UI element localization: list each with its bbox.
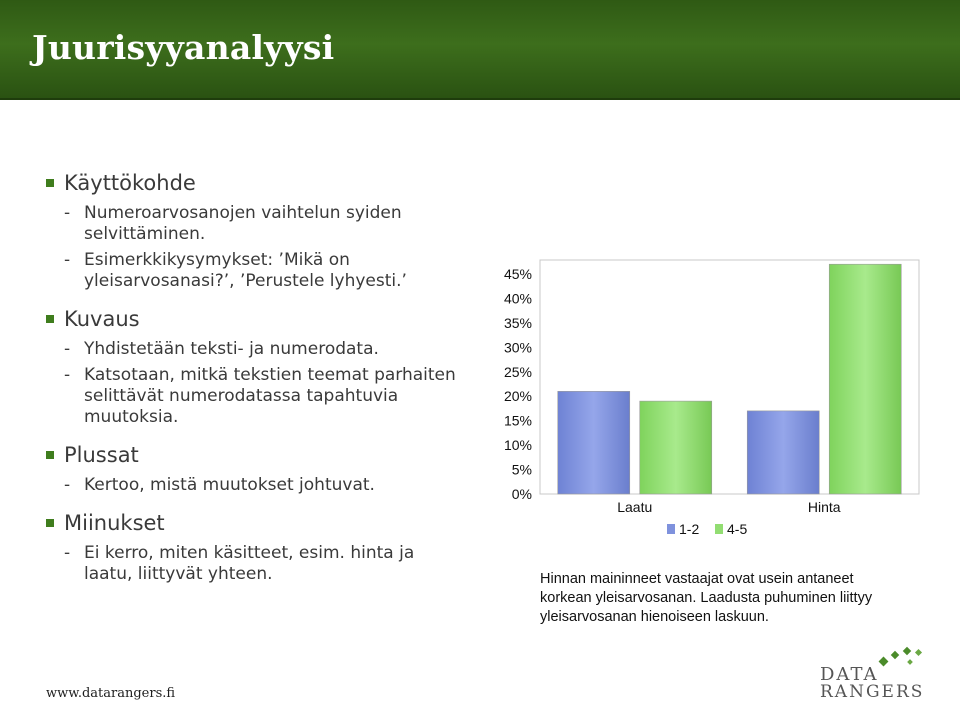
section-plussat — [46, 442, 466, 496]
square-bullet-icon — [46, 179, 54, 187]
y-tick-label: 20% — [503, 388, 532, 405]
legend-swatch — [715, 524, 723, 534]
sub-item: - Numeroarvosanojen vaihtelun syiden selvittäminen. — [64, 203, 402, 244]
chart-note: Hinnan maininneet vastaajat ovat usein antaneet korkean yleisarvosanan. Laadusta puhuminen liittyy yleisarvosanan hienoiseen laskuun. — [540, 571, 873, 625]
square-bullet-icon — [46, 315, 54, 323]
square-bullet-icon — [46, 451, 54, 459]
y-tick-label: 15% — [503, 412, 532, 429]
bullet-heading — [46, 306, 466, 332]
legend-label: 4-5 — [727, 521, 748, 537]
sub-item-text: Yhdistetään teksti- ja numerodata. — [84, 339, 379, 359]
sub-item: - Katsotaan, mitkä tekstien teemat parhaiten selittävät numerodatassa tapahtuvia muutoksia. — [64, 365, 456, 427]
bar — [747, 411, 819, 494]
bar-chart — [495, 258, 935, 558]
heading-text: Käyttökohde — [64, 171, 196, 195]
heading-text: Plussat — [64, 443, 139, 467]
sub-item: - Kertoo, mistä muutokset johtuvat. — [64, 475, 375, 495]
page-title: Juurisyyanalyysi — [32, 28, 335, 67]
company-logo — [816, 646, 936, 702]
y-tick-label: 45% — [503, 266, 532, 282]
bullet-list — [46, 170, 466, 585]
logo-text-rangers: RANGERS — [820, 682, 925, 702]
sub-item: - Ei kerro, miten käsitteet, esim. hinta ja laatu, liittyvät yhteen. — [64, 543, 415, 584]
sub-item-text: Katsotaan, mitkä tekstien teemat parhaiten selittävät numerodatassa tapahtuvia muutoksia. — [84, 365, 456, 427]
heading-text: Kuvaus — [64, 307, 140, 331]
sub-item: - Esimerkkikysymykset: ’Mikä on yleisarvosanasi?’, ’Perustele lyhyesti.’ — [64, 250, 407, 291]
sub-item-text: Kertoo, mistä muutokset johtuvat. — [84, 475, 375, 495]
section-kayttokohde — [46, 170, 466, 292]
x-tick-label: Hinta — [807, 499, 841, 515]
y-tick-label: 40% — [503, 290, 532, 307]
y-tick-label: 5% — [511, 461, 532, 478]
bar — [558, 391, 630, 494]
logo-text-data: DATA — [820, 664, 879, 685]
sub-item-text: Numeroarvosanojen vaihtelun syiden selvittäminen. — [84, 203, 402, 244]
heading-text: Miinukset — [64, 511, 165, 535]
y-tick-label: 0% — [511, 486, 532, 502]
bullet-heading — [46, 510, 466, 536]
y-tick-label: 25% — [503, 363, 532, 380]
header-bar — [0, 0, 960, 100]
bar — [829, 264, 901, 494]
x-tick-label: Laatu — [617, 499, 653, 515]
y-tick-label: 30% — [503, 339, 532, 356]
bullet-heading — [46, 170, 466, 196]
bar-chart-svg — [495, 258, 935, 558]
y-tick-label: 10% — [503, 437, 532, 454]
sub-item-text: Esimerkkikysymykset: ’Mikä on yleisarvosanasi?’, ’Perustele lyhyesti.’ — [84, 250, 407, 291]
y-tick-label: 35% — [503, 314, 532, 331]
sub-item-text: Ei kerro, miten käsitteet, esim. hinta ja laatu, liittyvät yhteen. — [84, 543, 415, 584]
bullet-heading — [46, 442, 466, 468]
footer-url: www.datarangers.fi — [46, 686, 176, 701]
section-miinukset — [46, 510, 466, 585]
bar — [640, 401, 712, 494]
legend-swatch — [667, 524, 675, 534]
section-kuvaus — [46, 306, 466, 428]
legend-label: 1-2 — [679, 521, 700, 537]
square-bullet-icon — [46, 519, 54, 527]
sub-item: - Yhdistetään teksti- ja numerodata. — [64, 339, 379, 359]
